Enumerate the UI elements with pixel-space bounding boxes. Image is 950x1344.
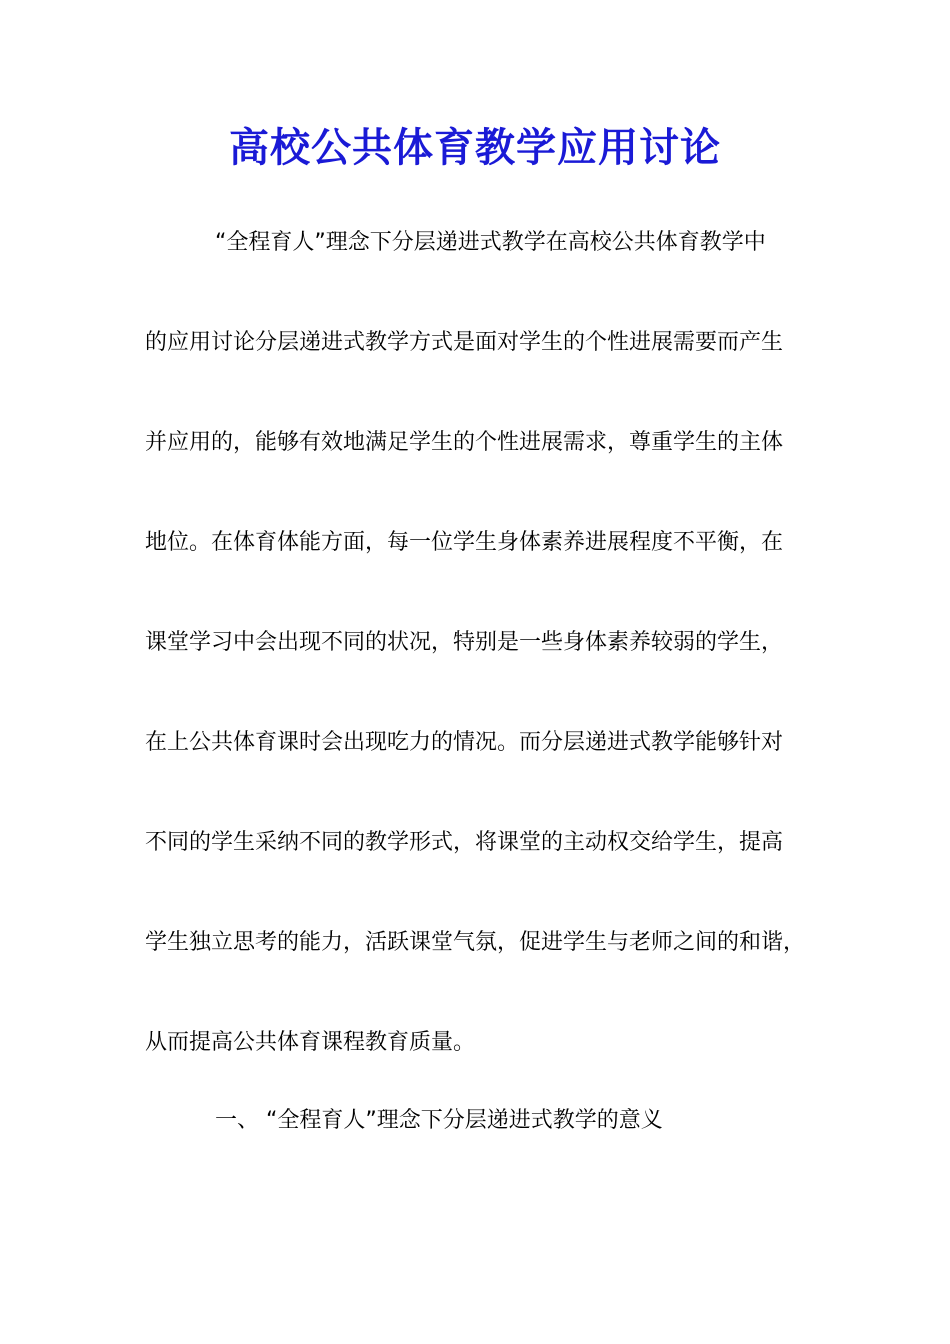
paragraph-line-9: 从而提高公共体育课程教育质量。 [145,1030,476,1055]
document-title: 高校公共体育教学应用讨论 [229,124,721,171]
paragraph-line-5: 课堂学习中会出现不同的状况，特别是一些身体素养较弱的学生， [145,630,784,655]
paragraph-line-2: 的应用讨论分层递进式教学方式是面对学生的个性进展需要而产生 [145,330,784,355]
paragraph-line-1: “全程育人”理念下分层递进式教学在高校公共体育教学中 [215,230,766,255]
paragraph-line-6: 在上公共体育课时会出现吃力的情况。而分层递进式教学能够针对 [145,730,784,755]
paragraph-line-4: 地位。在体育体能方面，每一位学生身体素养进展程度不平衡，在 [145,530,784,555]
paragraph-line-3: 并应用的，能够有效地满足学生的个性进展需求，尊重学生的主体 [145,430,784,455]
section-heading: 一、 “全程育人”理念下分层递进式教学的意义 [215,1108,663,1133]
paragraph-line-8: 学生独立思考的能力，活跃课堂气氛，促进学生与老师之间的和谐， [145,930,806,955]
paragraph-line-7: 不同的学生采纳不同的教学形式，将课堂的主动权交给学生，提高 [145,830,784,855]
